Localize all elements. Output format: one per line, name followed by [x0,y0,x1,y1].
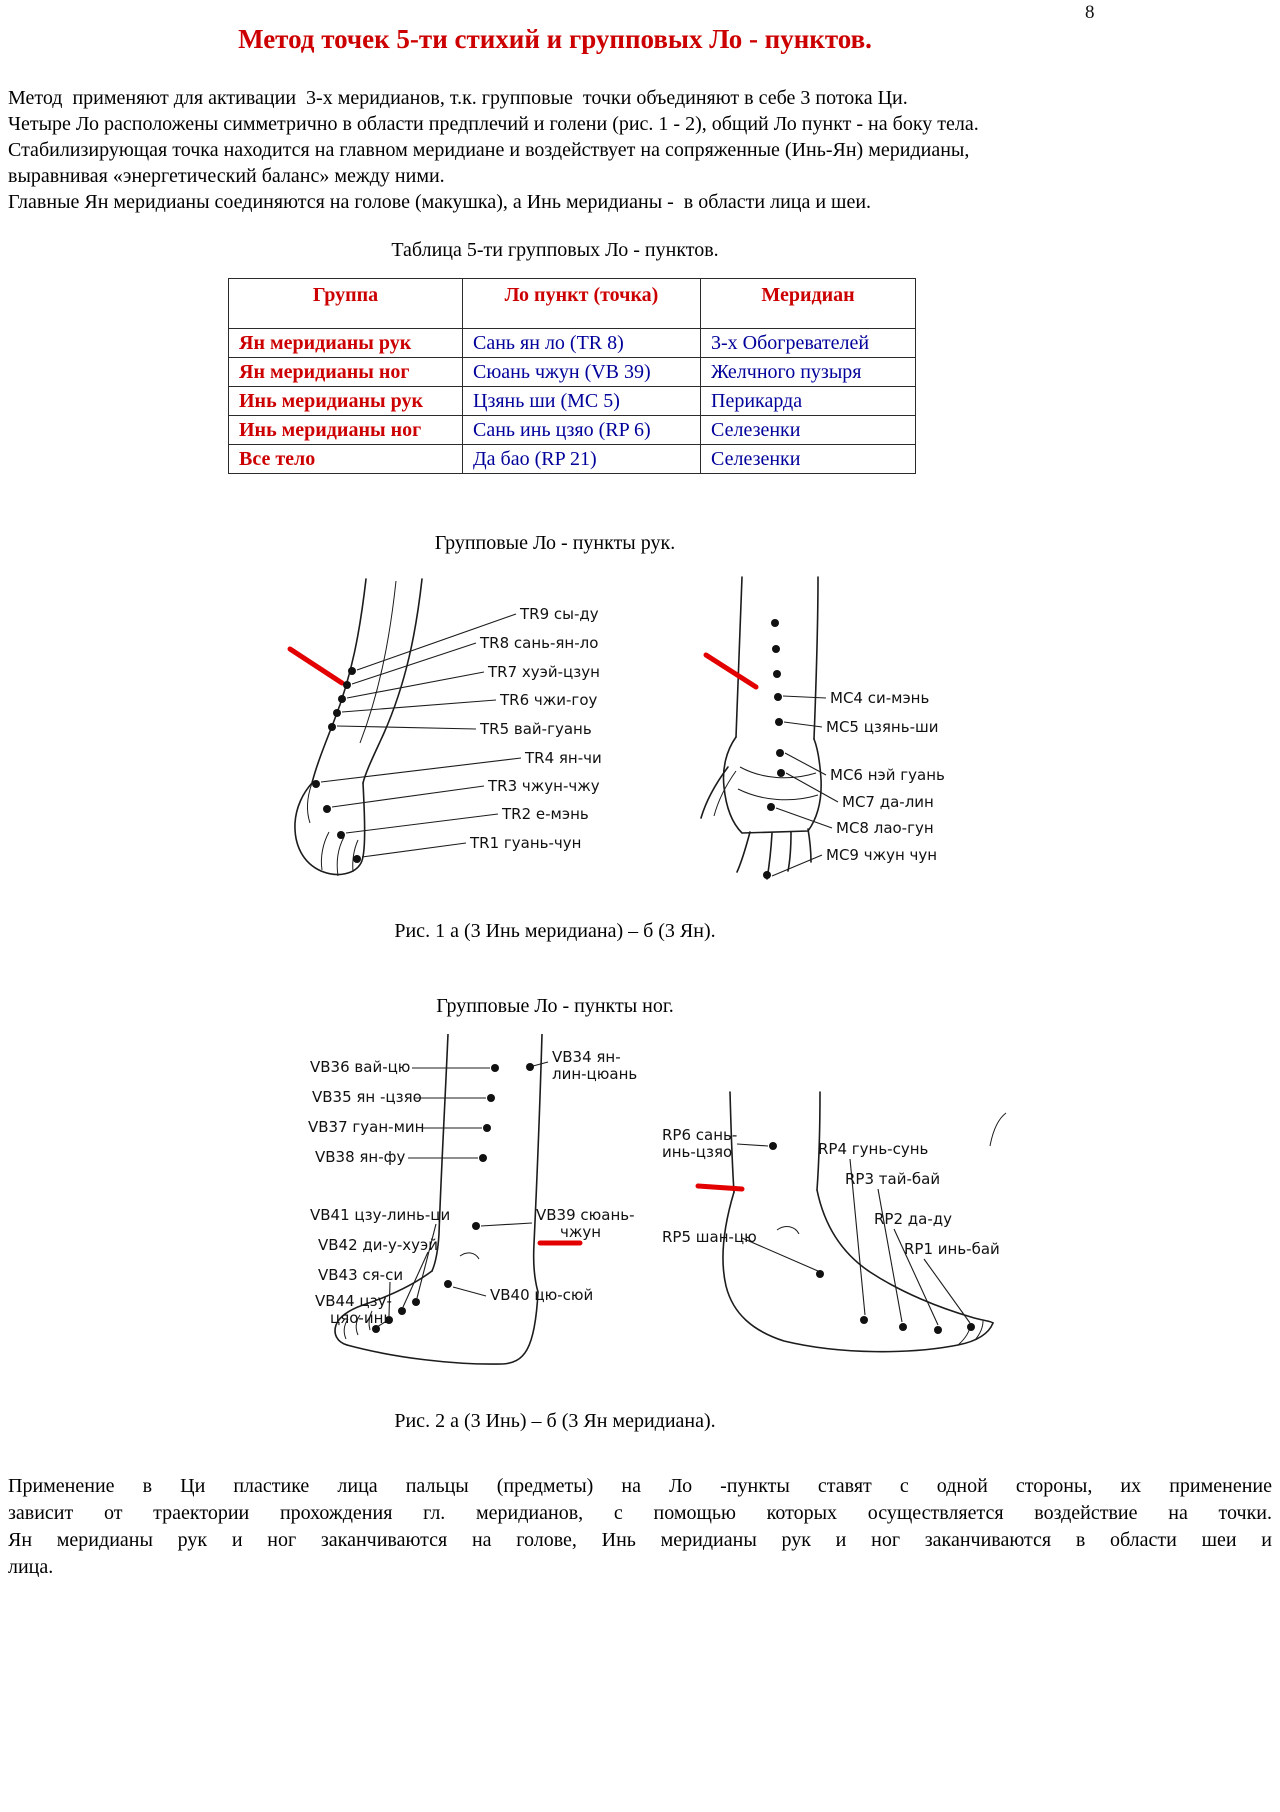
leader-line [342,700,496,712]
page-title: Метод точек 5-ти стихий и групповых Ло - пунктов. [238,24,872,54]
table-row [229,445,916,474]
fig2-right-label: RP2 да-ду [874,1210,953,1228]
table-header-row [229,279,916,329]
acupoint-dot [763,871,771,879]
fig1-left-arm-drawing [290,579,602,876]
fig2-right-label: RP5 шан-цю [662,1228,757,1246]
fig2-caption-above: Групповые Ло - пункты ног. [436,995,674,1017]
fig2-left-label: VB39 сюань- [536,1206,635,1224]
fig1-left-label: TR1 гуань-чун [470,834,582,852]
closing-line: Применение в Ци пластике лица пальцы (предметы) на Ло -пункты ставят с одной стороны, их применение [8,1475,1272,1497]
fig1-caption-above: Групповые Ло - пункты рук. [434,532,676,554]
fig2-caption-below: Рис. 2 а (3 Инь) – б (3 Ян меридиана). [394,1410,716,1432]
cell-meridian: Селезенки [701,445,916,474]
acupoint-dot [767,803,775,811]
acupoint-dot [860,1316,868,1324]
closing-line: Ян меридианы рук и ног заканчиваются на голове, Инь меридианы рук и ног заканчиваются в области шеи и [8,1529,1272,1551]
red-marker-line [706,655,756,687]
leader-line [772,855,822,876]
leader-line [878,1189,902,1322]
fig2-left-label: цяо-инь [330,1309,393,1327]
fig2-left-label: VB38 ян-фу [315,1148,406,1166]
acupoint-dot [323,805,331,813]
cell-meridian: Желчного пузыря [701,358,916,387]
acupoint-dot [772,645,780,653]
acupoint-dot [483,1124,491,1132]
fig2-left-label: VB42 ди-у-хуэй [318,1236,438,1254]
fig2-left-label: лин-цюань [552,1065,638,1083]
fig1-right-arm-drawing [701,577,945,879]
fig2-right-label: RP3 тай-бай [845,1170,941,1188]
arm-outline [814,577,818,739]
acupoint-dot [328,723,336,731]
acupoint-dot [777,769,785,777]
fig2-left-label: VB37 гуан-мин [308,1118,425,1136]
fig2-left-label: чжун [560,1223,602,1241]
fig1-left-label: TR7 хуэй-цзун [488,663,600,681]
cell-group: Ян меридианы рук [229,329,463,358]
acupoint-dot [526,1063,534,1071]
figure-1-arms [270,571,1010,896]
ankle-bone-line [460,1253,479,1259]
acupoint-dot [491,1064,499,1072]
cell-point: Да бао (RP 21) [463,445,701,474]
leader-line [784,722,822,727]
red-marker-line [290,649,342,683]
fig2-left-label: VB41 цзу-линь-ци [310,1206,451,1224]
fig2-right-foot-drawing [662,1092,1006,1352]
finger-line [337,837,344,876]
intro-paragraph [8,85,1272,215]
finger-line [808,829,811,862]
acupoint-dot [472,1222,480,1230]
intro-line: Главные Ян меридианы соединяются на голове (макушка), а Инь меридианы - в области лица и шеи. [8,191,872,213]
fig1-left-label: TR6 чжи-гоу [500,691,598,709]
fig2-left-label: VB40 цю-сюй [490,1286,594,1304]
fig2-right-label: RP6 сань- [662,1126,738,1144]
fig2-left-label: VB36 вай-цю [310,1058,411,1076]
fig2-left-label: VB43 ся-си [318,1266,404,1284]
leader-line [481,1223,532,1226]
thumb-line [308,783,312,823]
fig1-right-label: MC5 цзянь-ши [826,718,939,736]
figure-2-legs [290,1034,1090,1394]
acupoint-dot [398,1307,406,1315]
cell-meridian: Селезенки [701,416,916,445]
cell-group: Инь меридианы ног [229,416,463,445]
acupoint-dot [774,693,782,701]
table-caption: Таблица 5-ти групповых Ло - пунктов. [391,239,719,261]
closing-line: лица. [8,1556,54,1578]
acupoint-dot [967,1323,975,1331]
acupoint-dot [776,749,784,757]
table-row [229,387,916,416]
leader-line [362,843,466,857]
leader-line [332,786,484,807]
fig1-left-label: TR2 е-мэнь [502,805,589,823]
intro-line: Стабилизирующая точка находится на главном меридиане и воздействует на сопряженные (Инь-Ян) меридианы, [8,139,970,161]
acupoint-dot [769,1142,777,1150]
acupoint-dot [773,670,781,678]
intro-line: Метод применяют для активации 3-х меридианов, т.к. групповые точки объединяют в себе 3 потока Ци. [8,87,908,109]
finger-line [321,832,329,870]
acupoint-dot [934,1326,942,1334]
acupoint-dot [412,1298,420,1306]
closing-line: зависит от траектории прохождения гл. меридианов, с помощью которых осуществляется воздействие на точки. [8,1502,1272,1524]
acupoint-dots [763,619,785,879]
intro-line: Четыре Ло расположены симметрично в области предплечий и голени (рис. 1 - 2), общий Ло пункт - на боку тела. [8,113,979,135]
pen-check-mark [990,1113,1006,1146]
fig2-right-label: RP1 инь-бай [904,1240,1000,1258]
header-meridian: Меридиан [701,279,916,329]
page-number: 8 [1085,2,1095,23]
fig1-left-label: TR5 вай-гуань [480,720,592,738]
palm-crease [738,789,818,800]
cell-meridian: 3-х Обогревателей [701,329,916,358]
fig2-left-label: VB44 цзу- [315,1292,392,1310]
fig1-right-label: MC8 лао-гун [836,819,934,837]
acupoint-dot [444,1280,452,1288]
leg-outline [534,1034,542,1292]
fig1-right-label: MC9 чжун чун [826,846,938,864]
intro-line: выравнивая «энергетический баланс» между ними. [8,165,445,187]
leader-line [776,808,832,828]
acupoint-dot [337,831,345,839]
closing-paragraph [8,1473,1272,1581]
acupoint-dot [487,1094,495,1102]
fig2-left-label: VB34 ян- [552,1048,621,1066]
red-marker-line [698,1186,742,1189]
fig1-right-label: MC7 да-лин [842,793,934,811]
arm-outline [736,577,742,737]
leader-line [783,696,826,698]
header-point: Ло пункт (точка) [463,279,701,329]
finger-line [737,832,750,872]
acupoint-dot [343,681,351,689]
ankle-bone-line [777,1227,799,1234]
cell-point: Цзянь ши (MC 5) [463,387,701,416]
acupoint-dot [333,709,341,717]
fig2-right-label: RP4 гунь-сунь [818,1140,929,1158]
finger-line [788,832,791,871]
cell-group: Инь меридианы рук [229,387,463,416]
acupoint-dot [771,619,779,627]
acupoint-dot [348,667,356,675]
acupoint-dot [775,718,783,726]
fig1-right-label: MC6 нэй гуань [830,766,945,784]
leader-line [337,726,476,729]
table-row [229,358,916,387]
fig2-left-leg-drawing [308,1034,637,1364]
cell-meridian: Перикарда [701,387,916,416]
leader-line [737,1144,768,1146]
lo-points-table [228,278,916,474]
fig1-left-label: TR8 сань-ян-ло [480,634,599,652]
header-group: Группа [229,279,463,329]
fig2-right-label: инь-цзяо [662,1143,733,1161]
fig1-left-label: TR3 чжун-чжу [488,777,600,795]
acupoint-dot [338,695,346,703]
cell-group: Все тело [229,445,463,474]
leader-line [924,1259,970,1323]
cell-group: Ян меридианы ног [229,358,463,387]
acupoint-dot [353,855,361,863]
cell-point: Сань инь цзяо (RP 6) [463,416,701,445]
foot-heel-sole [723,1192,993,1352]
fig1-left-label: TR4 ян-чи [525,749,602,767]
cell-point: Сюань чжун (VB 39) [463,358,701,387]
fig1-caption-below: Рис. 1 а (3 Инь меридиана) – б (3 Ян). [394,920,716,942]
leader-line [347,672,484,698]
acupoint-dot [816,1270,824,1278]
cell-point: Сань ян ло (TR 8) [463,329,701,358]
leader-line [346,814,498,833]
acupoint-dot [899,1323,907,1331]
fig1-right-label: MC4 си-мэнь [830,689,930,707]
fig1-left-label: TR9 сы-ду [520,605,599,623]
leader-line [352,643,476,684]
acupoint-dot [312,780,320,788]
acupoint-dot [479,1154,487,1162]
table-row [229,329,916,358]
fig2-left-label: VB35 ян -цзяо [312,1088,422,1106]
leader-line [453,1287,486,1296]
table-row [229,416,916,445]
